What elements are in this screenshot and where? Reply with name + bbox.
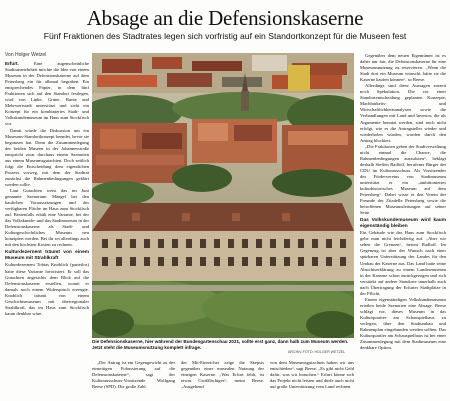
section-heading: Das Volkskundemuseum wird kaum eigenständig bleiben <box>360 218 446 230</box>
caption-text: Die Defensionskaserne, hier während der Bundesgartenschau 2021, sollte erst ganz, dann halb zum Museum werden. Jetzt steht die Museumsnutzung komplett infrage. <box>92 339 349 350</box>
article-column-4 <box>270 360 354 400</box>
paragraph: Einem eigenständigen Volkskundemuseum erteilen beide Szenarien eine Absage. Beese schlägt vor, dieses Museum in das Kulturquartier am Schauspielhaus zu verlegen, über den Stadtumbau und Rahmenplan eingebunden werden sollten. Das Kulturquartier am Schauspielhaus ist bei einer Zusammenlegung mit dem Stadtmuseum eine denkbare Option. <box>360 296 446 351</box>
paragraph: Gegenüber dem neuen Eigentümer ist es daher nur fair, die Defensionskaserne für eine Museumsnutzung zu reservieren. „Wenn die Stadt dort ein Museum wünscht, hätte sie die Kaserne kaufen können“, so Beese. <box>360 53 446 83</box>
article-column-2 <box>92 360 175 400</box>
article-column-5 <box>360 53 446 399</box>
paragraph: Ein Gebäude wie das Haus zum Stockfisch gebe man nicht leichtfertig auf. „Aber wir sehen die Grenzen“, betont Radloff. Im Gegenzug ist aber der Wunsch nach einer spürbaren Unterstützung des Landes für den Umbau der Kaserne aus. Das Land hatte seine Absichtserklärung zu einem Landesmuseum in der Kaserne schon zurückgezogen und sich verstärkt auf andere Standorte innerhalb auch nach Übertragung der Erfurter Stadtplätze in der Pflicht. <box>360 230 446 296</box>
dateline: Erfurt. <box>5 61 19 66</box>
paragraph: Laut Gutachten weist das im Juni genannte Szenarium Mängel bei den baulichen Voraussetzungen und der verfügbaren Fläche im Haus zum Stockfisch auf. Bestenfalls erhält eine Variante, bei der das Volkskunde- und das Stadtmuseum in der Defensionskaserne als Stadt- und Kulturgeschichtliches Museum neu konzipiert werden. Bei ihr sei allerdings auch mit den höchsten Kosten zu rechnen. <box>5 187 89 248</box>
subheadline: Fünf Fraktionen des Stadtrates legen sich vorfristig auf ein Standortkonzept für die Museen fest <box>43 31 407 41</box>
paragraph: Eine augenscheinliche Stadtratsmehrheit möchte die Idee von einem Museum in der Defensionskaserne auf dem Petersberg ein für allemal begraben. Ein entsprechendes Papier, in dem fünf Fraktionen sich auf den Standort festlegen, wird von Linke, Grüne, Bunte und Mehrwertstadt unterstützt und sieht ein Konzept für ein kombiniertes Stadt- und Volkskundemuseum im Haus zum Stockfisch vor. <box>5 61 89 127</box>
article-column-3 <box>181 360 264 400</box>
paragraph: Kulturdezernent Tobias Knoblich (parteilos) hatte diese Variante favorisiert. Er soll das Gutachten angesichts dem Blick auf die Defensionskaserne erstellen, womit er damals noch einem Widerspruch erzeugte. Knoblich träumt von einem Geschichtsmuseum mit überregionaler Strahlkraft, das im Haus zum Stockfisch kaum denkbar wäre. <box>5 262 89 316</box>
photo-credit: ARCHIV-FOTO: HOLGER WETZEL <box>288 350 346 354</box>
paragraph: Allerdings sind diese Aussagen zurzeit noch Spekulation. Die vor einer Standortentscheidung geplanten Konzepte, Machbarkeits- und Wirtschaftlichkeitsanalysen sowie die Verhandlungen mit Land und Investor, die als Argumente benutzt werden, sind noch nicht erfolgt, wie es die Antragsteller wieder und wiederholen würden, worden durch den Antrag blockiert. <box>360 83 446 143</box>
kaserne-photo <box>92 53 354 338</box>
article-column-1 <box>5 61 89 399</box>
paragraph: „Die Fraktionen geben der Stadtverwaltung nicht einmal die Chance, die Rahmenbedingungen auszuloten“, beklagt deshalb Steffen Radloff, berufener Bürger der CDU im Kulturausschuss. Als Vorsitzender des Fördervereins von Stadtmuseum unterstützt er ein „ambitioniertes kulturhistorisches Museum auf dem Petersberg“. Dabei wisse er den Verein der Freunde der Zitadelle Petersberg sowie die betroffenen Museumsleitungen auf seiner Seite. <box>360 143 446 216</box>
paragraph: der Mit-Einreicher zeige die Skepsis gegenüber einer musealen Nutzung der einzigen Kaserne. „Was Erfurt fehlt, ist etwas Großflächiges“, meint Beese. „Ausgehend <box>181 360 264 390</box>
byline: Von Holger Wetzel <box>5 52 47 58</box>
headline: Absage an die Defensionskaserne <box>86 6 364 30</box>
photo-caption <box>92 339 354 351</box>
paragraph: „Der Antrag ist ein Gegengewicht zu der einseitigen Fokussierung auf die Defensionskaserne“, sagt der Kulturausschuss-Vorsitzende Wolfgang Beese (SPD). Die große Zahl <box>92 360 175 390</box>
paragraph: Damit würde die Diskussion um ein Museums-Standortkonzept beendet, bevor sie begonnen hat. Denn die Zusammenlegung der beiden Museen in der Johannesstraße entspricht zwar durchaus einem Szenarien aus einem Museumsgutachten. Doch zeitlich folgt die Entscheidung dem eigentlichen Prozess vorweg, mit dem der Stadtrat zunächst die Rahmenbedingungen geklärt werden sollte. <box>5 127 89 187</box>
paragraph: von dem Museumsgutachten haben wir uns entschieden“, sagt Beese. „Es gibt nicht Geld dafür, was wir brauchen.“ Erfurt könne sich das Projekt nicht leisten und dürfe auch nicht auf große Unterstützung vom Land rechnen. <box>270 360 354 390</box>
section-heading: Kulturdezernent träumt von einem Museum mit Strahlkraft <box>5 250 89 262</box>
